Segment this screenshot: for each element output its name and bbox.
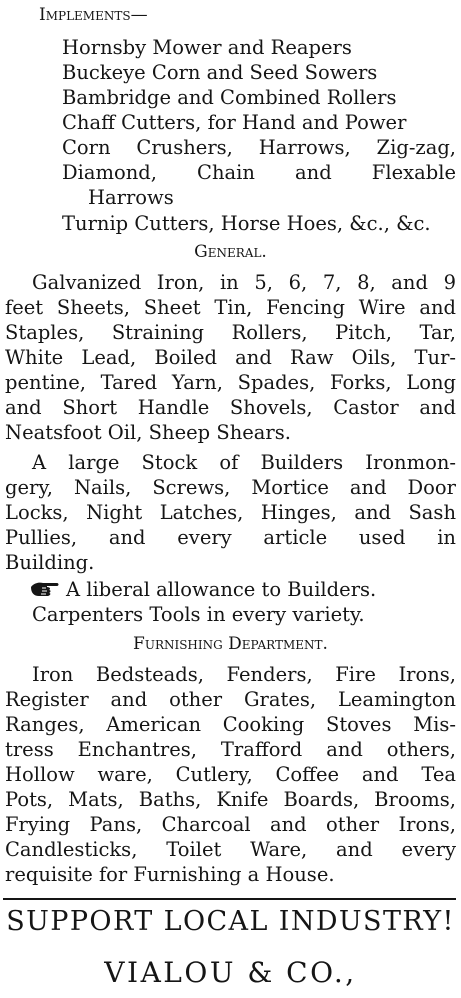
divider-rule	[3, 898, 456, 900]
builders-line: A large Stock of Builders Ironmon-	[32, 451, 456, 474]
general-line: Neatsfoot Oil, Sheep Shears.	[5, 421, 291, 444]
furnishing-line: requisite for Furnishing a House.	[5, 863, 335, 886]
builders-line: Pullies, and every article used in	[5, 526, 456, 549]
furnishing-line: Candlesticks, Toilet Ware, and every	[5, 838, 456, 861]
implements-line: Hornsby Mower and Reapers	[62, 36, 352, 59]
allowance-line	[30, 577, 376, 602]
general-line: White Lead, Boiled and Raw Oils, Tur-	[5, 346, 456, 369]
furnishing-line: Ranges, American Cooking Stoves Mis-	[5, 713, 456, 736]
manicule-icon	[30, 579, 60, 599]
furnishing-line: tress Enchantres, Trafford and others,	[5, 738, 456, 761]
furnishing-line: Pots, Mats, Baths, Knife Boards, Brooms,	[5, 788, 456, 811]
implements-line: Turnip Cutters, Horse Hoes, &c., &c.	[62, 212, 431, 235]
furnishing-line: Iron Bedsteads, Fenders, Fire Irons,	[32, 663, 456, 686]
general-line: feet Sheets, Sheet Tin, Fencing Wire and	[5, 296, 456, 319]
builders-line: Locks, Night Latches, Hinges, and Sash	[5, 501, 456, 524]
tools-line: Carpenters Tools in every variety.	[32, 603, 365, 626]
implements-line: Corn Crushers, Harrows, Zig-zag,	[62, 136, 456, 159]
furnishing-line: Hollow ware, Cutlery, Coffee and Tea	[5, 763, 456, 786]
furnishing-line: Register and other Grates, Leamington	[5, 688, 456, 711]
builders-line: gery, Nails, Screws, Mortice and Door	[5, 476, 456, 499]
furnishing-heading: Furnishing Department.	[133, 634, 328, 654]
firm-name: VIALOU & CO.,	[104, 956, 357, 989]
general-heading: General.	[194, 242, 267, 262]
general-line: and Short Handle Shovels, Castor and	[5, 396, 456, 419]
allowance-text: A liberal allowance to Builders.	[66, 578, 377, 601]
implements-line: Diamond, Chain and Flexable	[62, 161, 456, 184]
implements-heading: Implements—	[39, 5, 148, 25]
general-line: Galvanized Iron, in 5, 6, 7, 8, and 9	[32, 271, 456, 294]
general-line: Staples, Straining Rollers, Pitch, Tar,	[5, 321, 456, 344]
implements-line: Harrows	[88, 186, 174, 209]
furnishing-line: Frying Pans, Charcoal and other Irons,	[5, 813, 456, 836]
general-line: pentine, Tared Yarn, Spades, Forks, Long	[5, 371, 456, 394]
implements-line: Bambridge and Combined Rollers	[62, 86, 397, 109]
implements-line: Buckeye Corn and Seed Sowers	[62, 61, 378, 84]
banner-slogan: SUPPORT LOCAL INDUSTRY!	[6, 906, 455, 937]
builders-line: Building.	[5, 551, 95, 574]
implements-line: Chaff Cutters, for Hand and Power	[62, 111, 407, 134]
